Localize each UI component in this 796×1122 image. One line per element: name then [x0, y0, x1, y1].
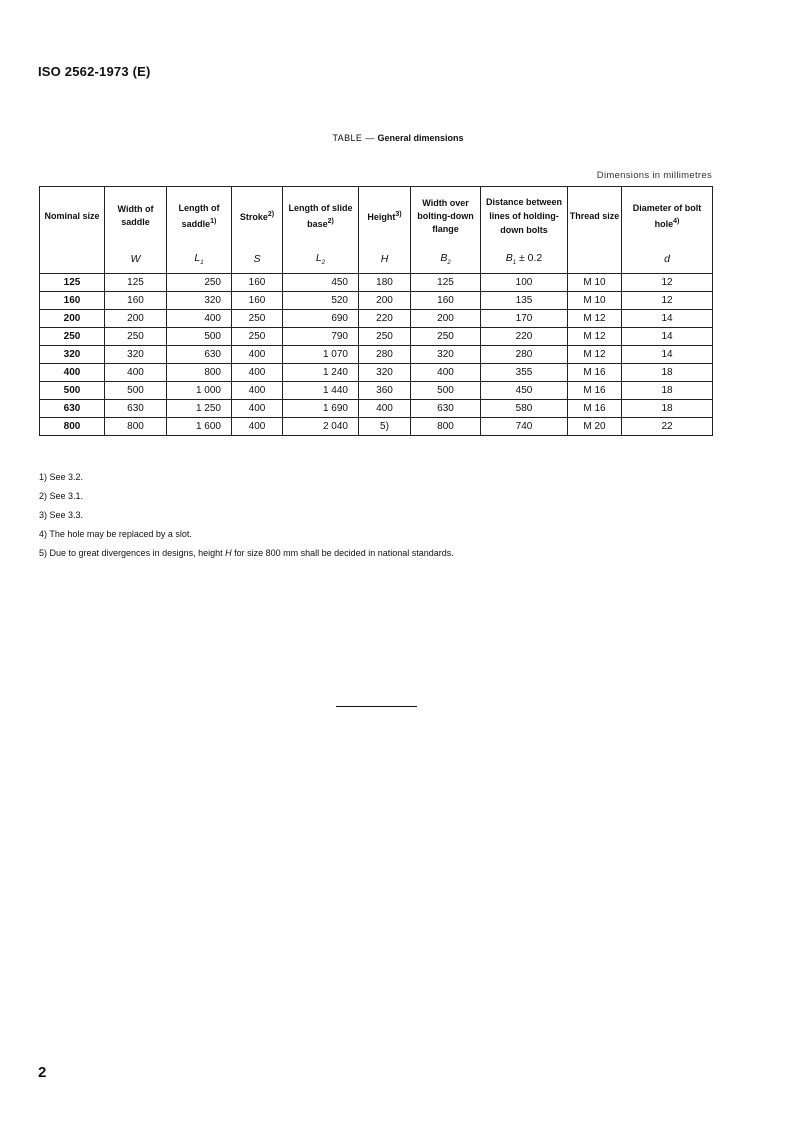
table-cell: 400 — [359, 400, 411, 418]
column-header — [40, 187, 105, 246]
table-cell: 18 — [622, 364, 713, 382]
table-cell: 200 — [105, 310, 167, 328]
table-cell: M 16 — [568, 400, 622, 418]
column-symbol — [283, 245, 359, 274]
column-symbol-subscript: 1 — [512, 260, 517, 267]
footnote-ref: 4) — [673, 217, 680, 225]
end-rule — [336, 706, 417, 707]
table-cell: 200 — [411, 310, 481, 328]
column-header — [232, 187, 283, 246]
table-cell: 250 — [105, 328, 167, 346]
column-header-label: Length of slide base — [288, 202, 353, 229]
table-cell: 355 — [481, 364, 568, 382]
column-symbol-letter: S — [253, 253, 261, 265]
page-number: 2 — [38, 1064, 47, 1081]
footnote: 1) See 3.2. — [39, 472, 84, 482]
footnotes — [39, 468, 454, 563]
table-cell: 500 — [167, 328, 232, 346]
table-row — [40, 274, 713, 292]
table-cell: 500 — [411, 382, 481, 400]
nominal-size-cell: 250 — [40, 328, 105, 346]
nominal-size-cell: 400 — [40, 364, 105, 382]
table-cell: 790 — [283, 328, 359, 346]
table-cell: 400 — [105, 364, 167, 382]
table-row — [40, 346, 713, 364]
column-symbol-letter: L — [194, 251, 201, 264]
column-header — [105, 187, 167, 246]
column-symbol-letter: H — [380, 253, 389, 265]
table-cell: 630 — [105, 400, 167, 418]
column-header — [411, 187, 481, 246]
footnote-text: 5) Due to great divergences in designs, height — [39, 548, 226, 558]
table-header-row — [40, 187, 713, 246]
table-cell: 250 — [167, 274, 232, 292]
column-header-label: Width of saddle — [117, 204, 154, 227]
table-cell: 125 — [105, 274, 167, 292]
table-cell: M 16 — [568, 364, 622, 382]
table-cell: M 16 — [568, 382, 622, 400]
column-symbol-letter: W — [130, 253, 141, 265]
table-cell: 800 — [411, 418, 481, 436]
table-cell: 690 — [283, 310, 359, 328]
column-header-label: Nominal size — [44, 210, 100, 221]
dimensions-table — [39, 186, 713, 436]
column-symbol-letter: d — [664, 253, 670, 265]
column-symbol — [359, 245, 411, 274]
table-symbol-row — [40, 245, 713, 274]
table-cell: 1 000 — [167, 382, 232, 400]
column-symbol — [167, 245, 232, 274]
table-cell: 280 — [481, 346, 568, 364]
table-cell: 250 — [359, 328, 411, 346]
footnote-ref: 3) — [395, 211, 402, 218]
nominal-size-cell: 160 — [40, 292, 105, 310]
table-cell: 520 — [283, 292, 359, 310]
column-symbol — [411, 245, 481, 274]
table-cell: 500 — [105, 382, 167, 400]
table-body — [40, 274, 713, 436]
column-header — [622, 187, 713, 246]
table-cell: 160 — [232, 292, 283, 310]
column-symbol-subscript: 1 — [200, 260, 204, 267]
column-symbol-letter: B — [505, 251, 513, 264]
table-cell: 18 — [622, 382, 713, 400]
table-cell: M 12 — [568, 328, 622, 346]
table-cell: M 10 — [568, 274, 622, 292]
table-row — [40, 382, 713, 400]
nominal-size-cell: 630 — [40, 400, 105, 418]
table-cell: 450 — [481, 382, 568, 400]
column-symbol-letter: B — [440, 251, 448, 264]
table-cell: 400 — [232, 400, 283, 418]
table-cell: 630 — [411, 400, 481, 418]
column-symbol-subscript: 2 — [447, 260, 451, 267]
footnote-text: for size 800 mm shall be decided in national standards. — [231, 548, 454, 558]
table-title-prefix: TABLE — — [332, 133, 378, 143]
table-cell: 1 070 — [283, 346, 359, 364]
table-cell: 14 — [622, 328, 713, 346]
table-cell: 320 — [105, 346, 167, 364]
table-cell: 250 — [232, 310, 283, 328]
column-symbol — [232, 245, 283, 274]
table-cell: 1 440 — [283, 382, 359, 400]
table-cell: 100 — [481, 274, 568, 292]
column-header — [359, 187, 411, 246]
table-cell: 400 — [232, 346, 283, 364]
table-cell: 2 040 — [283, 418, 359, 436]
units-note: Dimensions in millimetres — [596, 170, 712, 181]
table-cell: 180 — [359, 274, 411, 292]
column-symbol — [622, 245, 713, 274]
column-header — [568, 187, 622, 246]
column-symbol — [481, 245, 568, 274]
footnote-ref: 2) — [267, 211, 275, 218]
table-cell: 22 — [622, 418, 713, 436]
table-title-bold: General dimensions — [377, 133, 464, 143]
column-header-label: Length of saddle — [178, 202, 220, 229]
table-cell: 450 — [283, 274, 359, 292]
footnote: 4) The hole may be replaced by a slot. — [39, 529, 192, 539]
table-cell: 1 240 — [283, 364, 359, 382]
nominal-size-cell: 200 — [40, 310, 105, 328]
table-cell: 320 — [411, 346, 481, 364]
table-cell: 200 — [359, 292, 411, 310]
column-symbol — [568, 245, 622, 274]
table-cell: M 20 — [568, 418, 622, 436]
table-row — [40, 328, 713, 346]
column-header-label: Height — [367, 212, 396, 222]
table-cell: 170 — [481, 310, 568, 328]
column-header — [167, 187, 232, 246]
table-row — [40, 400, 713, 418]
table-cell: 12 — [622, 274, 713, 292]
column-header — [481, 187, 568, 246]
nominal-size-cell: 125 — [40, 274, 105, 292]
nominal-size-cell: 320 — [40, 346, 105, 364]
table-cell: 280 — [359, 346, 411, 364]
table-row — [40, 310, 713, 328]
table-cell: 400 — [411, 364, 481, 382]
column-header-label: Thread size — [569, 210, 620, 221]
table-row — [40, 364, 713, 382]
table-cell: 1 600 — [167, 418, 232, 436]
table-cell: 5) — [359, 418, 411, 436]
table-cell: 400 — [232, 382, 283, 400]
table-cell: 320 — [167, 292, 232, 310]
table-cell: M 12 — [568, 346, 622, 364]
table-cell: 12 — [622, 292, 713, 310]
footnote: 3) See 3.3. — [39, 510, 84, 520]
column-header-label: Width over bolting-down flange — [417, 197, 474, 234]
table-cell: 160 — [411, 292, 481, 310]
nominal-size-cell: 800 — [40, 418, 105, 436]
footnote-symbol: H — [225, 548, 232, 558]
table-cell: 135 — [481, 292, 568, 310]
table-cell: 160 — [232, 274, 283, 292]
column-symbol-subscript: 2 — [321, 260, 326, 267]
table-cell: M 12 — [568, 310, 622, 328]
table-row — [40, 418, 713, 436]
document-id: ISO 2562-1973 (E) — [38, 64, 151, 79]
table-cell: 400 — [167, 310, 232, 328]
table-cell: 320 — [359, 364, 411, 382]
table-cell: 800 — [105, 418, 167, 436]
table-cell: 360 — [359, 382, 411, 400]
table-cell: 125 — [411, 274, 481, 292]
table-cell: 800 — [167, 364, 232, 382]
table-cell: 740 — [481, 418, 568, 436]
footnote: 2) See 3.1. — [39, 491, 84, 501]
footnote-ref: 2) — [327, 217, 334, 225]
table-cell: 400 — [232, 418, 283, 436]
footnote — [39, 544, 454, 563]
column-header-label: Diameter of bolt hole — [632, 202, 702, 229]
table-cell: 220 — [359, 310, 411, 328]
table-title — [0, 133, 796, 143]
table-cell: 250 — [232, 328, 283, 346]
table-cell: 1 250 — [167, 400, 232, 418]
table-cell: 400 — [232, 364, 283, 382]
column-symbol-letter: L — [315, 251, 322, 264]
table-cell: 630 — [167, 346, 232, 364]
table-cell: 14 — [622, 346, 713, 364]
column-symbol — [40, 245, 105, 274]
nominal-size-cell: 500 — [40, 382, 105, 400]
table-cell: 1 690 — [283, 400, 359, 418]
column-header — [283, 187, 359, 246]
table-cell: 160 — [105, 292, 167, 310]
table-row — [40, 292, 713, 310]
table-cell: M 10 — [568, 292, 622, 310]
table-cell: 18 — [622, 400, 713, 418]
column-header-label: Distance between lines of holding-down bolts — [485, 197, 563, 235]
column-header-label: Stroke — [239, 212, 268, 222]
column-symbol — [105, 245, 167, 274]
column-symbol-tolerance: ± 0.2 — [516, 251, 543, 264]
table-cell: 220 — [481, 328, 568, 346]
table-cell: 580 — [481, 400, 568, 418]
footnote-ref: 1) — [210, 217, 217, 225]
table-cell: 250 — [411, 328, 481, 346]
table-cell: 14 — [622, 310, 713, 328]
